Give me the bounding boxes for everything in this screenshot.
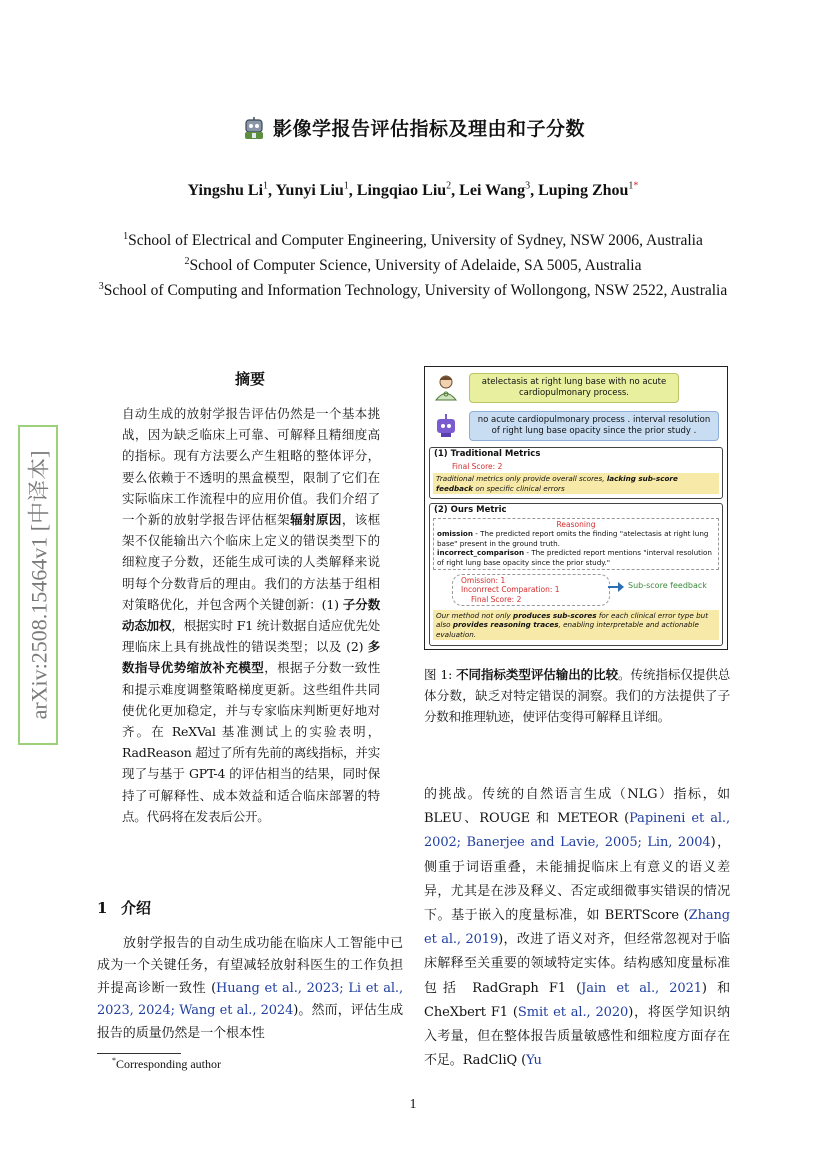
traditional-metrics-panel [429,447,723,499]
figure-1 [424,366,728,650]
page-number: 1 [409,1097,417,1112]
citation-link[interactable]: Huang et al., 2023; Li et al., 2023, 2024; Wang et al., 2024 [97,980,403,1019]
section-heading: 1 介绍 [97,899,152,917]
author: Yingshu Li$^1$ [187,181,269,200]
reasoning-label: Reasoning [556,519,596,529]
corresponding-mark: * [633,181,639,192]
trad-final-score: Final Score: 2 [452,461,503,471]
affiliation: $^2$School of Computer Science, University of Adelaide, SA 5005, Australia [184,256,642,275]
arxiv-stamp[interactable] [18,425,58,745]
author: Yunyi Liu$^1$ [275,181,349,200]
subscore-box: Omission: 1 Inconrrect Comparation: 1 Final Score: 2 [452,574,610,607]
robot-icon [433,413,459,443]
panel-title: (2) Ours Metric [434,505,507,515]
paper-title [0,114,826,145]
arrow-head-icon [618,582,624,592]
robot-doctor-icon [241,116,267,145]
affiliation: $^1$School of Electrical and Computer Engineering, University of Sydney, NSW 2006, Australia [123,231,703,250]
trad-note: Traditional metrics only provide overall scores, lacking sub-score feedback on specific clinical errors [433,473,719,494]
subscore-row [430,573,722,607]
reason-incorrect-comparison: incorrect_comparison - The predicted report mentions "interval resolution of right lung base opacity since the prior study." [437,548,712,567]
author-list: Yingshu Li$^1$, Yunyi Liu$^1$, Lingqiao Liu$^2$, Lei Wang$^3$, Luping Zhou$^{1*}$ [187,181,639,200]
author: Luping Zhou$^{1*}$ [538,181,639,200]
author: Lingqiao Liu$^2$ [356,181,452,200]
ground-truth-row [429,371,723,405]
subscore-feedback-label: Sub-score feedback [628,580,707,590]
citation-link[interactable]: Jain et al., 2021 [581,980,702,996]
author: Lei Wang$^3$ [459,181,531,200]
footnote-rule [97,1053,181,1054]
ours-note: Our method not only produces sub-scores for each clinical error type but also provides reasoning traces, enabling interpretable and actionable evaluation. [433,610,719,641]
intro-paragraph: 放射学报告的自动生成功能在临床人工智能中已成为一个关键任务，有望减轻放射科医生的工作负担并提高诊断一致性 (Huang et al., 2023; Li et al., 2023, 2024; Wang et al., 2024)。然而，评估生成报告的质量仍然是一个根本性 [97,936,403,1041]
abstract-body: 自动生成的放射学报告评估仍然是一个基本挑战，因为缺乏临床上可靠、可解释且精细度高的指标。现有方法要么产生粗略的整体评分，要么依赖于不透明的黑盒模型，限制了它们在实际临床工作流程中的应用价值。我们介绍了一个新的放射学报告评估框架辐射原因，该框架不仅能输出六个临床上定义的错误类型下的细粒度子分数，还能生成可读的人类解释来说明每个分数背后的理由。我们的方法基于组相对策略优化，并包含两个关键创新：(1) 子分数动态加权，根据实时 F1 统计数据自适应优先处理临床上具有挑战性的错误类型；以及 (2) 多数指导优势缩放补充模型，根据子分数一致性和提示难度调整策略梯度更新。这些组件共同使优化更加稳定，并与专家临床判断更好地对齐。在 ReXVal 基准测试上的实验表明，RadReason 超过了所有先前的离线指标，并实现了与基于 GPT-4 的评估相当的结果，同时保持了可解释性、成本效益和适合临床部署的特点。代码将在发表后公开。 [122,406,381,824]
ours-metric-panel [429,503,723,646]
right-column-paragraph: 的挑战。传统的自然语言生成（NLG）指标，如 BLEU、ROUGE 和 METEOR (Papineni et al., 2002; Banerjee and Lavie, 2005; Lin, 2004)，侧重于词语重叠，未能捕捉临床上有意义的语义差异，尤其是在涉及释义、否定或细微事实错误的情况下。基于嵌入的度量标准，如 BERTScore (Zhang et al., 2019)，改进了语义对齐，但经常忽视对于临床解释至关重要的领域特定实体。结构感知度量标准包括 RadGraph F1 (Jain et al., 2021) 和 CheXbert F1 (Smit et al., 2020)，将医学知识纳入考量，但在整体报告质量敏感性和细粒度方面存在不足。RadCliQ (Yu [424,787,730,1069]
affiliation: $^3$School of Computing and Information Technology, University of Wollongong, NSW 2522, Australia [98,281,728,300]
citation-link[interactable]: Smit et al., 2020 [517,1004,629,1020]
prediction-row [429,409,723,443]
figure-caption: 图 1: 不同指标类型评估输出的比较。传统指标仅提供总体分数，缺乏对特定错误的洞察。我们的方法提供了子分数和推理轨迹，使评估变得可解释且详细。 [424,667,731,725]
footnote: *Corresponding author [112,1056,221,1071]
citation-link[interactable]: Yu [526,1053,542,1069]
citation-link[interactable]: Papineni et al., 2002; Banerjee and Lavie, 2005; Lin, 2004 [424,811,730,851]
abstract-heading: 摘要 [234,370,265,388]
arxiv-id: arXiv:2508.15464v1 [中译本] [26,450,52,720]
panel-title: (1) Traditional Metrics [434,449,541,459]
reason-omission: omission - The predicted report omits the finding "atelectasis at right lung base" present in the ground truth. [437,529,709,548]
doctor-icon [433,373,459,405]
citation-link[interactable]: Zhang et al., 2019 [424,908,730,948]
reasoning-box [433,518,719,570]
paper-title-text: 影像学报告评估指标及理由和子分数 [272,118,585,140]
predicted-report: no acute cardiopulmonary process . interval resolution of right lung base opacity since the prior study . [469,411,719,441]
ground-truth-report: atelectasis at right lung base with no acute cardiopulmonary process. [469,373,679,403]
